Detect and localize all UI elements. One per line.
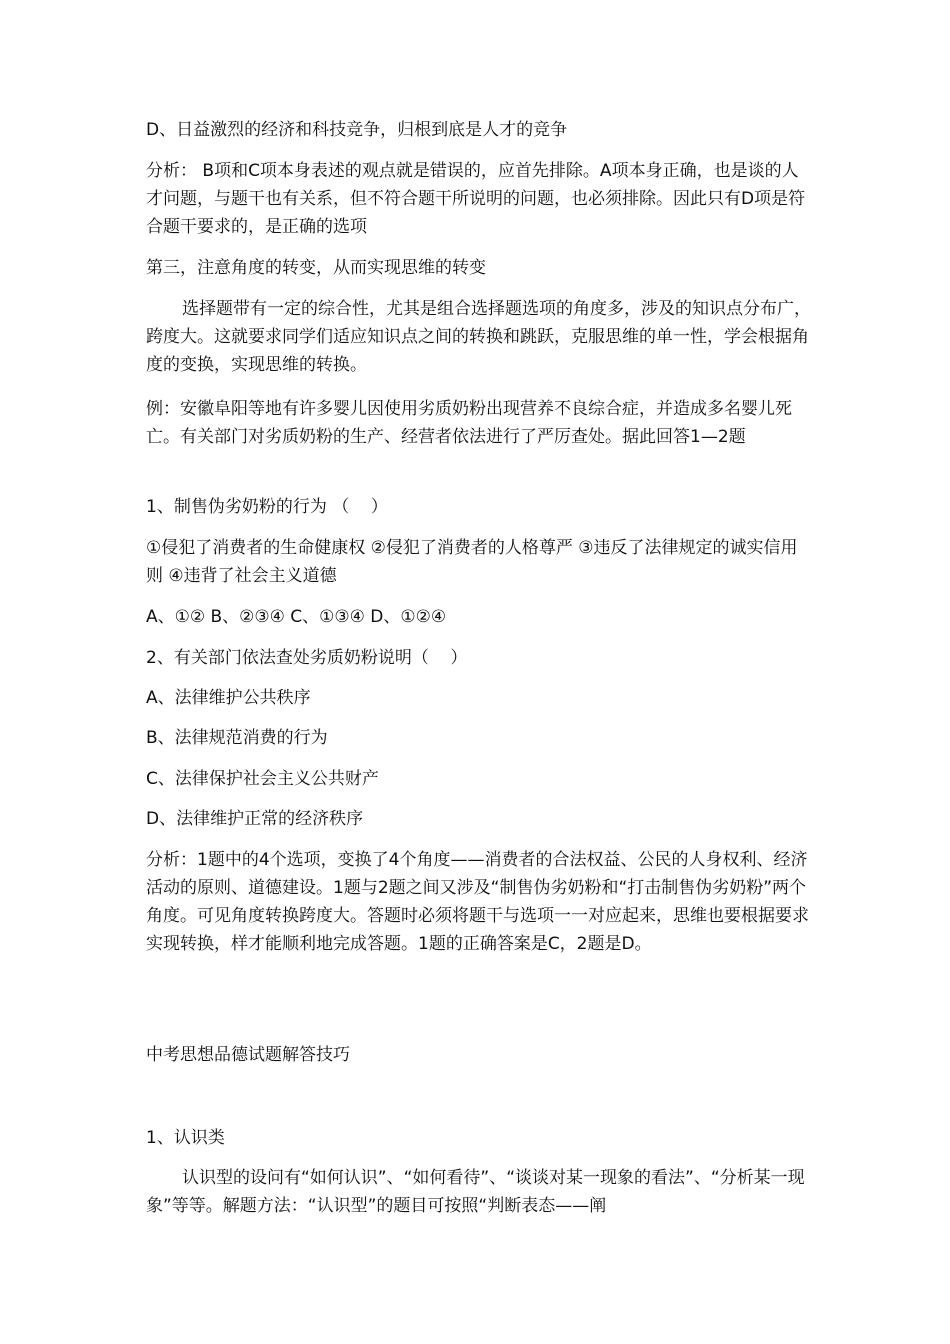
analysis-paragraph-2: 分析：1题中的4个选项，变换了4个角度——消费者的合法权益、公民的人身权利、经济活动的原则、道德建设。1题与2题之间又涉及“制售伪劣奶粉和“打击制售伪劣奶粉”两个角度。可见角度转换跨度大。答题时必须将题干与选项一一对应起来，思维也要根据要求实现转换，样才能顺利地完成答题。1题的正确答案是C，2题是D。 [146,850,809,954]
question-2-stem: 2、有关部门依法查处劣质奶粉说明（ ） [146,648,468,668]
question-2-option-a: A、法律维护公共秩序 [146,688,311,708]
section-title-tips: 中考思想品德试题解答技巧 [146,1045,350,1065]
analysis-paragraph-1: 分析： B项和C项本身表述的观点就是错误的，应首先排除。A项本身正确，也是谈的人才问题，与题干也有关系，但不符合题干所说明的问题，也必须排除。因此只有D项是符合题干要求的，是正确的选项 [146,161,806,237]
subsection-heading-cognition: 1、认识类 [146,1128,225,1148]
example-paragraph: 例：安徽阜阳等地有许多婴儿因使用劣质奶粉出现营养不良综合症，并造成多名婴儿死亡。有关部门对劣质奶粉的生产、经营者依法进行了严厉查处。据此回答1—2题 [146,399,792,447]
question-1-stem: 1、制售伪劣奶粉的行为 （ ） [146,497,388,517]
body-paragraph-choice-questions: 选择题带有一定的综合性，尤其是组合选择题选项的角度多，涉及的知识点分布广，跨度大。这就要求同学们适应知识点之间的转换和跳跃，克服思维的单一性，学会根据角度的变换，实现思维的转换。 [146,299,811,375]
question-1-options: A、①② B、②③④ C、①③④ D、①②④ [146,607,447,627]
question-2-option-b: B、法律规范消费的行为 [146,728,328,748]
question-2-option-d: D、法律维护正常的经济秩序 [146,809,364,829]
question-2-option-c: C、法律保护社会主义公共财产 [146,769,379,789]
option-d-line: D、日益激烈的经济和科技竞争，归根到底是人才的竞争 [146,120,568,140]
cognition-paragraph: 认识型的设问有“如何认识”、“如何看待”、“谈谈对某一现象的看法”、“分析某一现象”等等。解题方法：“认识型”的题目可按照“判断表态——阐 [146,1168,805,1216]
question-1-statements: ①侵犯了消费者的生命健康权 ②侵犯了消费者的人格尊严 ③违反了法律规定的诚实信用则 ④违背了社会主义道德 [146,538,798,586]
section-heading-third: 第三，注意角度的转变，从而实现思维的转变 [146,258,486,278]
